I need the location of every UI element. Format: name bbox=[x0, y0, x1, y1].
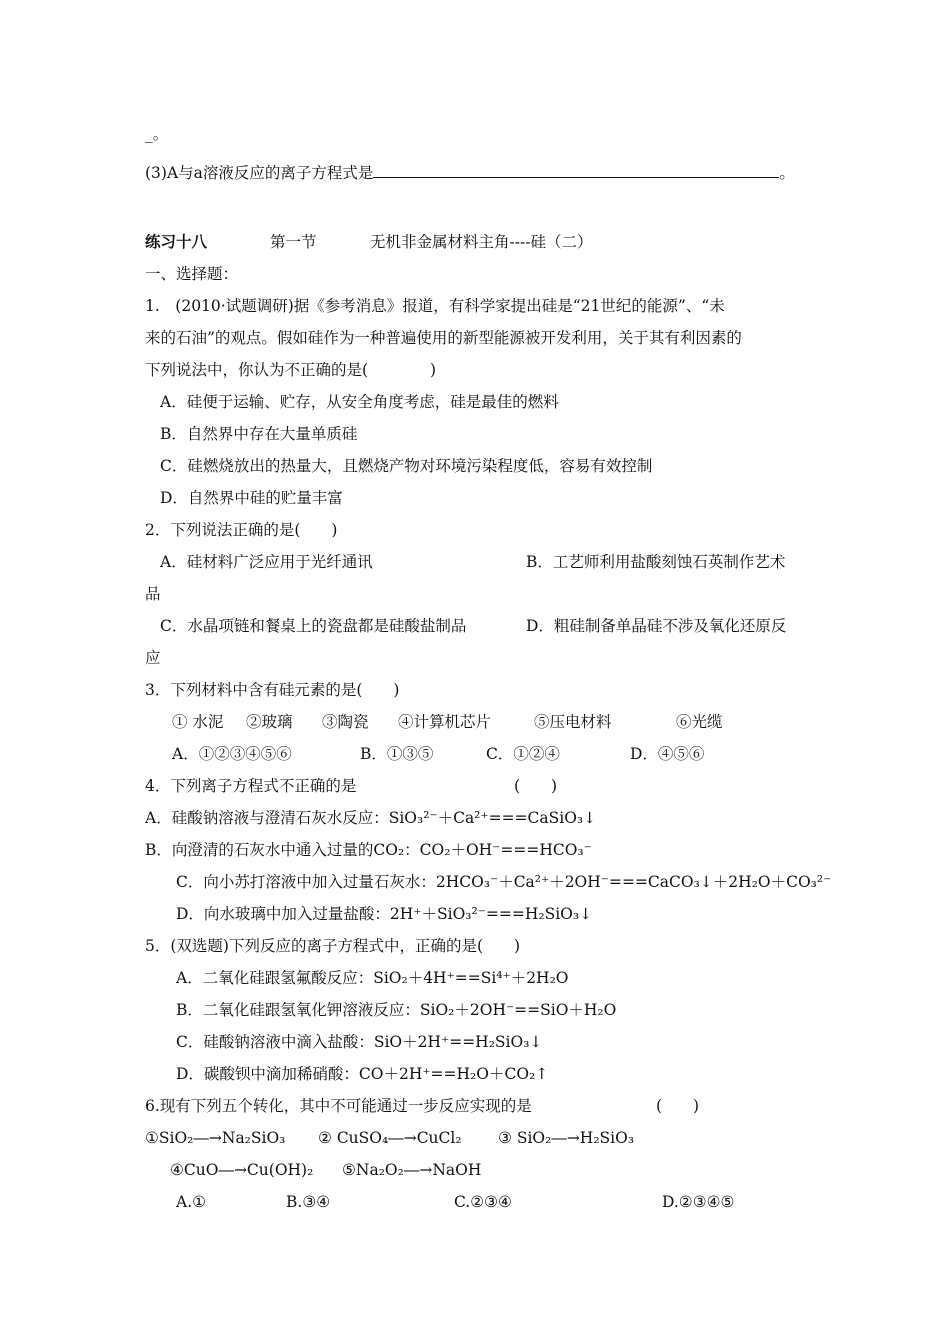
q3-item-4: ④计算机芯片 bbox=[398, 713, 492, 731]
dash-period: _。 bbox=[145, 125, 169, 143]
q6-answer-paren: ( ) bbox=[656, 1097, 700, 1115]
q6-option-a: A.① bbox=[176, 1193, 207, 1211]
q5-stem: 5．(双选题)下列反应的离子方程式中，正确的是( ) bbox=[145, 937, 521, 955]
q2-option-b-wrap: 品 bbox=[145, 585, 161, 603]
q6-transform-3: ③ SiO₂―→H₂SiO₃ bbox=[498, 1129, 635, 1147]
section-label: 第一节 bbox=[270, 233, 317, 251]
q1-option-a: A．硅便于运输、贮存，从安全角度考虑，硅是最佳的燃料 bbox=[160, 393, 559, 411]
q2-option-d: D．粗硅制备单晶硅不涉及氧化还原反 bbox=[526, 617, 787, 635]
q3-label: (3)A与a溶液反应的离子方程式是 bbox=[145, 164, 374, 182]
q1-option-c: C．硅燃烧放出的热量大，且燃烧产物对环境污染程度低，容易有效控制 bbox=[160, 457, 653, 475]
q3-answer-line bbox=[145, 163, 795, 183]
q2-option-b: B．工艺师利用盐酸刻蚀石英制作艺术 bbox=[526, 553, 786, 571]
q5-option-c: C．硅酸钠溶液中滴入盐酸：SiO＋2H⁺==H₂SiO₃↓ bbox=[176, 1033, 543, 1051]
q2-stem: 2．下列说法正确的是( ) bbox=[145, 521, 338, 539]
q3-option-b: B．①③⑤ bbox=[360, 745, 434, 763]
q2-option-a: A．硅材料广泛应用于光纤通讯 bbox=[160, 553, 373, 571]
q4-option-d: D．向水玻璃中加入过量盐酸：2H⁺＋SiO₃²⁻===H₂SiO₃↓ bbox=[176, 905, 593, 923]
q3-option-c: C．①②④ bbox=[486, 745, 560, 763]
q4-option-a: A．硅酸钠溶液与澄清石灰水反应：SiO₃²⁻＋Ca²⁺===CaSiO₃↓ bbox=[145, 809, 597, 827]
q4-option-c: C．向小苏打溶液中加入过量石灰水：2HCO₃⁻＋Ca²⁺＋2OH⁻===CaCO₃↓＋2H₂O＋CO₃²⁻ bbox=[176, 873, 832, 891]
q1-line1: 1. (2010·试题调研)据《参考消息》报道，有科学家提出硅是“21世纪的能源”、“未 bbox=[145, 297, 725, 315]
q3-option-a: A．①②③④⑤⑥ bbox=[172, 745, 292, 763]
q3-item-2: ②玻璃 bbox=[246, 713, 293, 731]
q5-option-b: B．二氧化硅跟氢氧化钾溶液反应：SiO₂＋2OH⁻==SiO＋H₂O bbox=[176, 1001, 617, 1019]
q3-item-5: ⑤压电材料 bbox=[534, 713, 612, 731]
q3-item-6: ⑥光缆 bbox=[676, 713, 723, 731]
q3-item-3: ③陶瓷 bbox=[322, 713, 369, 731]
q6-option-d: D.②③④⑤ bbox=[662, 1193, 735, 1211]
q6-stem: 6.现有下列五个转化，其中不可能通过一步反应实现的是 bbox=[145, 1097, 532, 1115]
q1-line2: 来的石油”的观点。假如硅作为一种普遍使用的新型能源被开发利用，关于其有利因素的 bbox=[145, 329, 742, 347]
q6-transform-4: ④CuO―→Cu(OH)₂ bbox=[170, 1161, 314, 1179]
q6-option-c: C.②③④ bbox=[454, 1193, 512, 1211]
exercise-label: 练习十八 bbox=[145, 232, 208, 251]
q3-end: 。 bbox=[779, 164, 795, 182]
q6-transform-2: ② CuSO₄―→CuCl₂ bbox=[318, 1129, 462, 1147]
q4-stem: 4．下列离子方程式不正确的是 bbox=[145, 777, 357, 795]
q1-option-d: D．自然界中硅的贮量丰富 bbox=[160, 489, 343, 507]
q3-stem: 3．下列材料中含有硅元素的是( ) bbox=[145, 681, 400, 699]
q1-option-b: B．自然界中存在大量单质硅 bbox=[160, 425, 358, 443]
q4-answer-paren: ( ) bbox=[514, 777, 558, 795]
topic-title: 无机非金属材料主角----硅（二） bbox=[370, 233, 593, 251]
q2-option-d-wrap: 应 bbox=[145, 649, 161, 667]
q1-line3: 下列说法中，你认为不正确的是( ) bbox=[145, 361, 437, 379]
q6-transform-5: ⑤Na₂O₂―→NaOH bbox=[342, 1161, 482, 1179]
section-title: 一、选择题： bbox=[145, 265, 239, 283]
answer-blank[interactable] bbox=[373, 163, 779, 178]
q5-option-d: D．碳酸钡中滴加稀硝酸：CO＋2H⁺==H₂O＋CO₂↑ bbox=[176, 1065, 549, 1083]
q2-option-c: C．水晶项链和餐桌上的瓷盘都是硅酸盐制品 bbox=[160, 617, 467, 635]
q4-option-b: B．向澄清的石灰水中通入过量的CO₂：CO₂＋OH⁻===HCO₃⁻ bbox=[145, 841, 592, 859]
q5-option-a: A．二氧化硅跟氢氟酸反应：SiO₂＋4H⁺==Si⁴⁺＋2H₂O bbox=[176, 969, 569, 987]
q6-transform-1: ①SiO₂―→Na₂SiO₃ bbox=[145, 1129, 286, 1147]
q3-item-1: ① 水泥 bbox=[172, 713, 224, 731]
q6-option-b: B.③④ bbox=[286, 1193, 331, 1211]
q3-option-d: D．④⑤⑥ bbox=[630, 745, 705, 763]
